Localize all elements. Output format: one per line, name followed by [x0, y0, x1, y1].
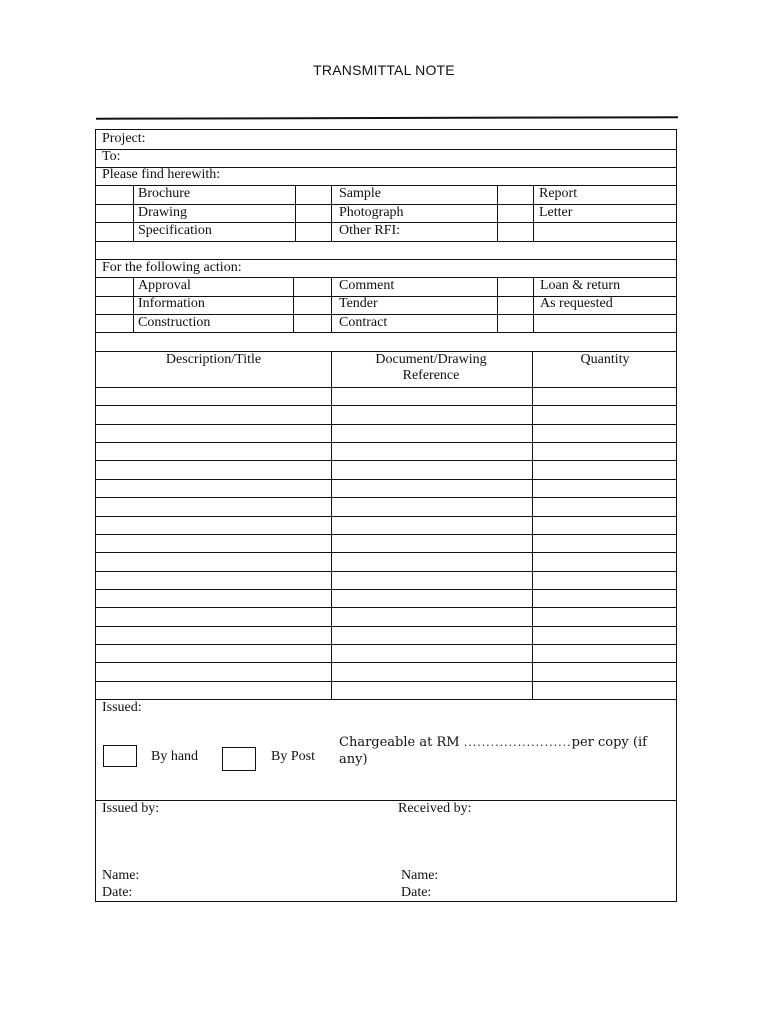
item-row-line: [96, 534, 676, 535]
item-row-line: [96, 589, 676, 590]
issued-by-label: Issued by:: [102, 801, 160, 816]
table-column-line: [532, 351, 533, 699]
by-post-label: By Post: [271, 749, 315, 764]
chargeable-text: [339, 734, 669, 768]
herewith-item: Drawing: [138, 205, 187, 220]
table-column-line: [331, 351, 332, 699]
receiver-name-label: Name:: [401, 868, 439, 883]
grid-line: [533, 185, 534, 241]
action-item: Comment: [339, 278, 395, 293]
item-row-line: [96, 662, 676, 663]
item-row-line: [96, 626, 676, 627]
item-row-line: [96, 387, 676, 388]
item-row-line: [96, 497, 676, 498]
by-post-checkbox[interactable]: [222, 747, 256, 771]
issuer-date-label: Date:: [102, 885, 133, 900]
grid-line: [295, 185, 296, 241]
item-row-line: [96, 552, 676, 553]
grid-line: [533, 277, 534, 332]
description-header: Description/Title: [165, 352, 262, 367]
item-row-line: [96, 479, 676, 480]
chargeable-suffix: per copy (if any): [339, 735, 647, 767]
issued-section-top: [96, 699, 676, 700]
grid-line: [331, 277, 332, 332]
herewith-item: Other RFI:: [339, 223, 401, 238]
grid-line: [331, 185, 332, 241]
action-item: Construction: [138, 315, 211, 330]
by-hand-label: By hand: [151, 749, 199, 764]
herewith-item: Sample: [339, 186, 381, 201]
item-row-line: [96, 460, 676, 461]
herewith-item: Specification: [138, 223, 212, 238]
row-divider: [96, 149, 676, 150]
herewith-label: Please find herewith:: [102, 167, 221, 182]
by-hand-checkbox[interactable]: [103, 745, 137, 767]
issuer-name-label: Name:: [102, 868, 140, 883]
action-item: Approval: [138, 278, 191, 293]
chargeable-dots: ........................: [463, 736, 572, 749]
chargeable-prefix: Chargeable at RM: [339, 735, 464, 750]
action-item: Tender: [339, 296, 378, 311]
action-item: Information: [138, 296, 205, 311]
action-label: For the following action:: [102, 260, 242, 275]
issued-label: Issued:: [102, 700, 142, 715]
item-row-line: [96, 405, 676, 406]
quantity-header: Quantity: [580, 352, 630, 367]
item-row-line: [96, 607, 676, 608]
item-row-line: [96, 424, 676, 425]
title-rule: [96, 116, 678, 120]
document-title: TRANSMITTAL NOTE: [313, 62, 455, 78]
row-divider: [96, 241, 676, 242]
to-label: To:: [102, 149, 121, 164]
herewith-item: Brochure: [138, 186, 191, 201]
grid-line: [497, 277, 498, 332]
action-item: As requested: [540, 296, 613, 311]
reference-header: Document/Drawing Reference: [375, 352, 487, 383]
herewith-item: Report: [539, 186, 578, 201]
transmittal-form: [95, 129, 677, 902]
herewith-item: Photograph: [339, 205, 404, 220]
receiver-date-label: Date:: [401, 885, 432, 900]
project-label: Project:: [102, 131, 146, 146]
item-row-line: [96, 442, 676, 443]
row-divider: [96, 332, 676, 333]
herewith-item: Letter: [539, 205, 573, 220]
grid-line: [293, 277, 294, 332]
grid-line: [133, 185, 134, 241]
received-by-label: Received by:: [398, 801, 472, 816]
item-row-line: [96, 644, 676, 645]
item-row-line: [96, 681, 676, 682]
item-row-line: [96, 516, 676, 517]
action-item: Contract: [339, 315, 388, 330]
action-item: Loan & return: [540, 278, 621, 293]
item-row-line: [96, 571, 676, 572]
grid-line: [133, 277, 134, 332]
grid-line: [497, 185, 498, 241]
signature-section-top: [96, 800, 676, 801]
